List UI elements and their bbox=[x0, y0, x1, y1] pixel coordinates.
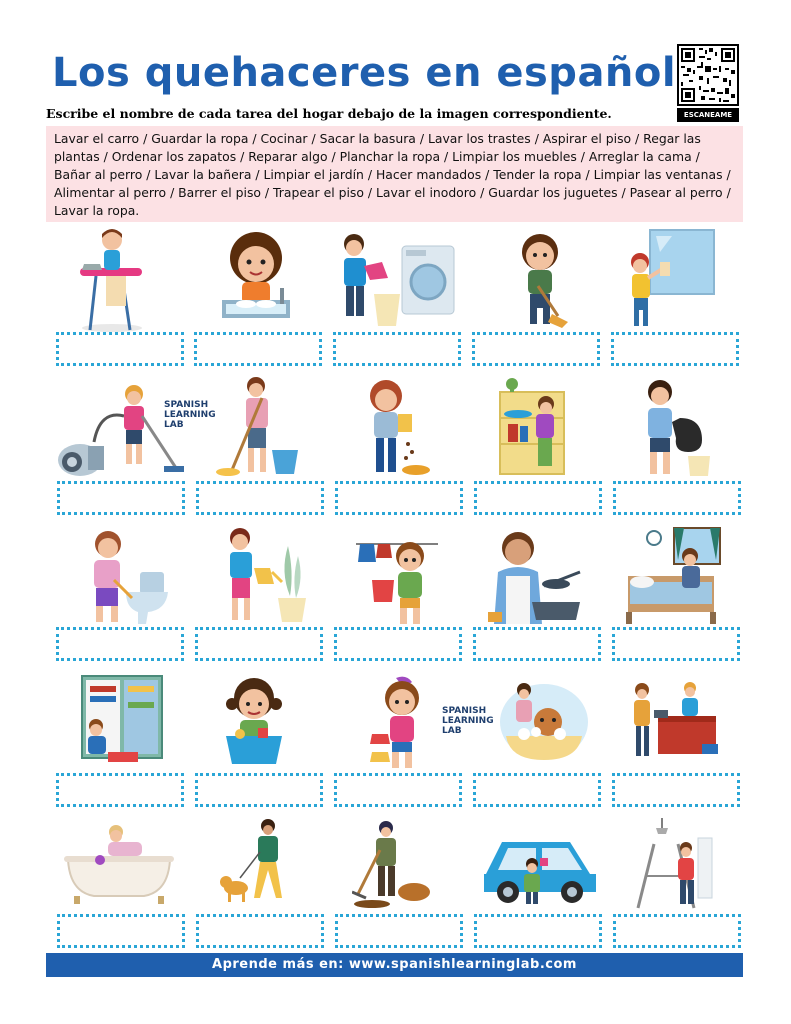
answer-box[interactable] bbox=[474, 481, 602, 515]
laundry-illustration bbox=[334, 232, 458, 330]
qr-label: ESCANEAME bbox=[677, 108, 739, 122]
watering-plants-illustration bbox=[210, 526, 306, 626]
qr-code-image bbox=[677, 44, 739, 106]
sweeping-illustration bbox=[506, 230, 576, 330]
making-bed-illustration bbox=[624, 526, 722, 626]
ironing-illustration bbox=[76, 226, 146, 334]
mopping-illustration bbox=[210, 374, 300, 478]
answer-box[interactable] bbox=[57, 914, 185, 948]
answer-box[interactable] bbox=[196, 481, 324, 515]
word-bank: Lavar el carro / Guardar la ropa / Cocinar / Sacar la basura / Lavar los trastes / Aspirar el piso / Regar las plantas / Ordenar los zapatos / Reparar algo / Planchar la ropa / Limpiar los muebles / Arreglar la cama / Bañar al perro / Lavar la bañera / Limpiar el jardín / Hacer mandados / Tender la ropa / Limpiar las ventanas / Alimentar al perro / Barrer el piso / Trapear el piso / Lavar el inodoro / Guardar los juguetes / Pasear al perro / Lavar la ropa. bbox=[46, 126, 743, 222]
taking-out-trash-illustration bbox=[630, 378, 716, 478]
repairing-illustration bbox=[634, 818, 714, 912]
answer-box[interactable] bbox=[612, 627, 740, 661]
logo-line-3: LAB bbox=[164, 420, 184, 430]
answer-box[interactable] bbox=[612, 773, 740, 807]
cooking-illustration bbox=[488, 528, 586, 626]
logo-line-3: LAB bbox=[442, 726, 462, 736]
cleaning-toilet-illustration bbox=[68, 528, 172, 626]
answer-box[interactable] bbox=[474, 914, 602, 948]
organizing-shoes-illustration bbox=[368, 674, 438, 770]
answer-box[interactable] bbox=[613, 481, 741, 515]
answer-box[interactable] bbox=[194, 332, 322, 366]
answer-box[interactable] bbox=[195, 773, 323, 807]
qr-code bbox=[677, 44, 739, 124]
putting-away-clothes-illustration bbox=[80, 672, 164, 768]
answer-box[interactable] bbox=[334, 627, 462, 661]
dusting-furniture-illustration bbox=[494, 376, 570, 476]
answer-box[interactable] bbox=[473, 627, 601, 661]
logo-line-1: SPANISH bbox=[164, 400, 209, 410]
spanish-learning-lab-logo bbox=[164, 400, 216, 430]
answer-box[interactable] bbox=[334, 773, 462, 807]
answer-box[interactable] bbox=[333, 332, 461, 366]
cleaning-bathtub-illustration bbox=[64, 822, 174, 906]
answer-box[interactable] bbox=[56, 332, 184, 366]
washing-dishes-illustration bbox=[218, 228, 294, 330]
spanish-learning-lab-logo bbox=[442, 706, 494, 736]
answer-box[interactable] bbox=[195, 627, 323, 661]
answer-box[interactable] bbox=[56, 773, 184, 807]
answer-box[interactable] bbox=[196, 914, 324, 948]
cleaning-window-illustration bbox=[626, 228, 718, 330]
bathing-dog-illustration bbox=[494, 676, 594, 768]
hanging-laundry-illustration bbox=[356, 530, 438, 626]
answer-box[interactable] bbox=[56, 627, 184, 661]
instruction-text: Escribe el nombre de cada tarea del hogar debajo de la imagen correspondiente. bbox=[46, 106, 612, 121]
answer-box[interactable] bbox=[611, 332, 739, 366]
page-title: Los quehaceres en español bbox=[52, 50, 677, 96]
raking-yard-illustration bbox=[352, 820, 432, 910]
walking-dog-illustration bbox=[220, 818, 304, 910]
logo-line-1: SPANISH bbox=[442, 706, 487, 716]
running-errands-illustration bbox=[624, 680, 720, 768]
answer-box[interactable] bbox=[473, 773, 601, 807]
answer-box[interactable] bbox=[472, 332, 600, 366]
answer-box[interactable] bbox=[613, 914, 741, 948]
picking-up-toys-illustration bbox=[218, 674, 292, 768]
washing-car-illustration bbox=[480, 824, 600, 906]
feeding-dog-illustration bbox=[362, 378, 434, 478]
answer-box[interactable] bbox=[335, 481, 463, 515]
logo-line-2: LEARNING bbox=[442, 716, 494, 726]
answer-box[interactable] bbox=[335, 914, 463, 948]
footer-banner: Aprende más en: www.spanishlearninglab.com bbox=[46, 953, 743, 977]
logo-line-2: LEARNING bbox=[164, 410, 216, 420]
answer-box[interactable] bbox=[57, 481, 185, 515]
